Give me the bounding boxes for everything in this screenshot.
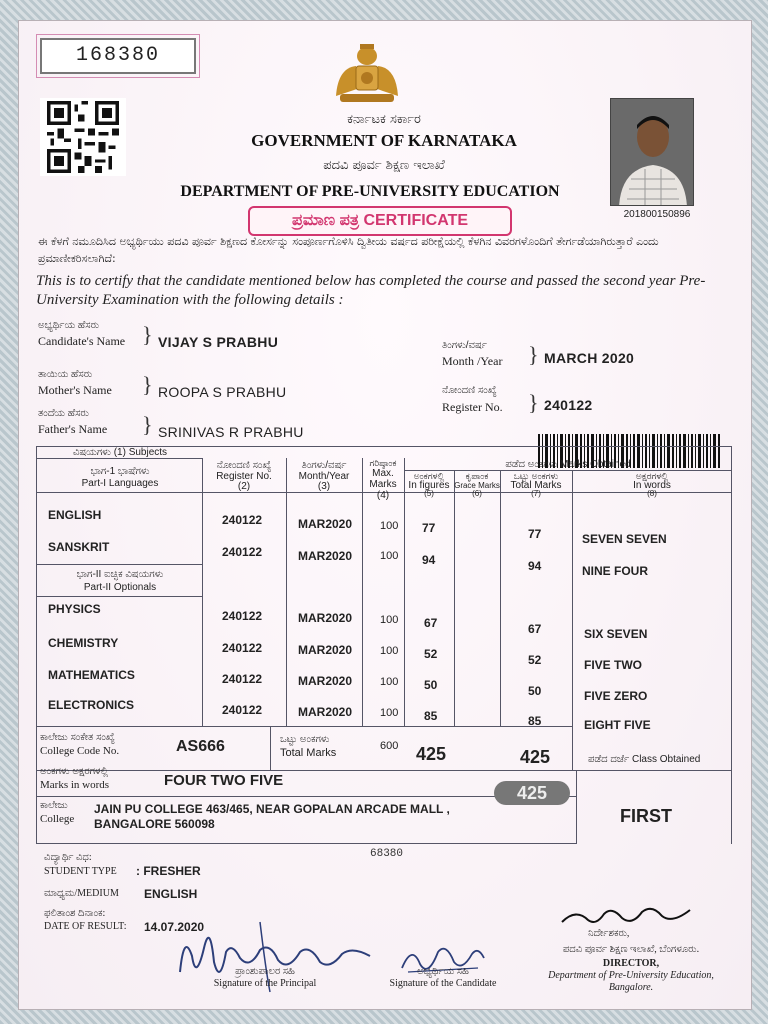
grace-header-num: (6) [472,489,482,498]
father-name: SRINIVAS R PRABHU [158,424,304,440]
student-type-label-kn: ವಿದ್ಯಾರ್ಥಿ ವಿಧ: [44,852,92,863]
director-dept-kn: ಪದವಿ ಪೂರ್ವ ಶಿಕ್ಷಣ ಇಲಾಖೆ, ಬೆಂಗಳೂರು. [562,944,700,955]
obtained-header-en: Marks Obtained [560,459,631,470]
doc-number: 68380 [370,848,404,860]
director-label-kn: ನಿರ್ದೇಶಕರು, [588,928,630,939]
intro-text-en: This is to certify that the candidate mentioned below has completed the course and passed the second year Pre-University Examination with the following details : [36,273,706,308]
dept-title-en: DEPARTMENT OF PRE-UNIVERSITY EDUCATION [180,183,560,200]
total-stamp: 425 [494,781,570,805]
max-english: 100 [380,520,399,532]
subject-physics: PHYSICS [48,602,101,616]
max-header: Max. Marks [369,468,397,490]
brace: } [528,390,539,415]
words-sanskrit: NINE FOUR [582,564,648,578]
part1-header-kn: ಭಾಗ-1 ಭಾಷೆಗಳು [90,466,150,477]
class-obtained-label [588,754,700,765]
reg-sanskrit: 240122 [222,545,263,559]
result-date: 14.07.2020 [144,920,205,934]
month-mathematics: MAR2020 [298,674,353,688]
max-header-num: (4) [376,490,390,501]
fig-mathematics: 50 [424,678,438,692]
month-header-num: (3) [317,481,331,492]
fig-header: In figures [408,480,450,491]
brace: } [142,412,153,437]
medium-label [44,888,119,899]
month-year-label: Month /Year [442,354,503,368]
total-in-words: FOUR TWO FIVE [164,772,284,789]
subject-english: ENGLISH [48,508,102,522]
obtained-header-kn: ಪಡೆದ ಅಂಕಗಳು [505,459,558,470]
words-header: In words [633,480,671,491]
father-name-label: Father's Name [38,422,108,436]
medium-label-en: /MEDIUM [74,888,119,899]
student-type-label: STUDENT TYPE [44,866,117,877]
month-year-label-kn: ತಿಂಗಳು/ವರ್ಷ [442,340,487,351]
obtained-header [404,459,732,470]
max-total: 600 [380,740,399,752]
medium: ENGLISH [144,887,198,901]
karnataka-emblem-icon [330,38,404,108]
subject-mathematics: MATHEMATICS [48,668,135,682]
fig-chemistry: 52 [424,647,438,661]
college-code: AS666 [176,738,225,755]
college-code-label: College Code No. [40,745,120,757]
max-physics: 100 [380,614,399,626]
reg-header-kn: ನೋಂದಣಿ ಸಂಖ್ಯೆ [216,460,272,471]
principal-signature-label-kn: ಪ್ರಾಂಶುಪಾಲರ ಸಹಿ [235,966,295,977]
words-header-kn: ಅಕ್ಷರಗಳಲ್ಲಿ [635,471,669,481]
brace: } [142,322,153,347]
candidate-photo [610,98,694,206]
month-sanskrit: MAR2020 [298,549,353,563]
part1-header: Part-I Languages [81,478,159,489]
words-chemistry: FIVE TWO [584,658,642,672]
total-english: 77 [528,527,542,541]
register-label: Register No. [442,400,503,414]
candidate-name-label-kn: ಅಭ್ಯರ್ಥಿಯ ಹೆಸರು [38,320,100,331]
college-address-line1: JAIN PU COLLEGE 463/465, NEAR GOPALAN ARCADE MALL , [94,802,450,816]
brace: } [142,372,153,397]
reg-electronics: 240122 [222,703,263,717]
words-mathematics: FIVE ZERO [584,689,648,703]
max-mathematics: 100 [380,676,399,688]
college-label-kn: ಕಾಲೇಜು [40,800,68,811]
fig-header-kn: ಅಂಕಗಳಲ್ಲಿ [413,471,445,481]
total-chemistry: 52 [528,653,542,667]
subject-electronics: ELECTRONICS [48,698,135,712]
subject-chemistry: CHEMISTRY [48,636,119,650]
cert-title-en: CERTIFICATE [363,212,469,229]
subject-sanskrit: SANSKRIT [48,540,110,554]
total-header-num: (7) [531,489,541,498]
class-obtained: FIRST [620,806,672,826]
max-electronics: 100 [380,707,399,719]
fig-total: 425 [416,744,447,764]
reg-header: Register No. [216,471,272,482]
result-date-label-kn: ಫಲಿತಾಂಶ ದಿನಾಂಕ: [44,908,106,919]
father-name-label-kn: ತಂದೆಯ ಹೆಸರು [38,408,89,419]
certificate-title [248,206,512,236]
month-header: Month/Year [298,471,350,482]
month-chemistry: MAR2020 [298,643,353,657]
photo-id: 201800150896 [623,209,691,220]
words-english: SEVEN SEVEN [582,532,667,546]
month-header-kn: ತಿಂಗಳು/ವರ್ಷ [301,460,347,471]
total-header: Total Marks [510,480,562,491]
fig-electronics: 85 [424,709,438,723]
fig-header-num: (5) [424,489,434,498]
grace-header: Grace Marks [454,481,500,490]
director-dept: Department of Pre-University Education, [548,970,714,981]
total-marks-label: Total Marks [280,747,337,759]
reg-header-num: (2) [237,481,251,492]
max-sanskrit: 100 [380,550,399,562]
reg-chemistry: 240122 [222,641,263,655]
subjects-header: ವಿಷಯಗಳು (1) Subjects [72,447,168,458]
month-english: MAR2020 [298,517,353,531]
month-electronics: MAR2020 [298,705,353,719]
register-label-kn: ನೋಂದಣಿ ಸಂಖ್ಯೆ [442,385,497,396]
mother-name-label: Mother's Name [38,383,112,397]
brace: } [528,342,539,367]
total-marks-label-kn: ಒಟ್ಟು ಅಂಕಗಳು [280,734,330,745]
student-type: : FRESHER [136,864,201,878]
director-city: Bangalore. [608,982,654,993]
gov-title-en: GOVERNMENT OF KARNATAKA [251,131,517,150]
class-label-kn: ಪಡೆದ ದರ್ಜೆ [588,754,630,765]
words-electronics: EIGHT FIVE [584,718,651,732]
words-header-num: (8) [647,489,657,498]
marks-table [36,446,732,846]
mother-name-label-kn: ತಾಯಿಯ ಹೆಸರು [38,369,93,380]
total-mathematics: 50 [528,684,542,698]
part2-header: Part-II Optionals [83,582,157,593]
fig-english: 77 [422,521,436,535]
part2-header-kn: ಭಾಗ-II ಐಚ್ಛಿಕ ವಿಷಯಗಳು [76,569,164,580]
director-title: DIRECTOR, [602,958,660,969]
total-sanskrit: 94 [528,559,542,573]
marks-words-label-kn: ಅಂಕಗಳು ಅಕ್ಷರಗಳಲ್ಲಿ [40,766,109,777]
cert-title-kn: ಪ್ರಮಾಣ ಪತ್ರ [291,212,359,229]
total-physics: 67 [528,622,542,636]
college-address-line2: BANGALORE 560098 [94,817,215,831]
gov-title-kn: ಕರ್ನಾಟಕ ಸರ್ಕಾರ [347,112,421,127]
max-header-kn: ಗರಿಷ್ಠಾಂಕ [369,458,397,468]
serial-number: 168380 [40,38,196,74]
max-chemistry: 100 [380,645,399,657]
dept-title-kn: ಪದವಿ ಪೂರ್ವ ಶಿಕ್ಷಣ ಇಲಾಖೆ [323,158,445,173]
grace-header-kn: ಕೃಪಾಂಕ [465,471,489,481]
month-physics: MAR2020 [298,611,353,625]
candidate-name: VIJAY S PRABHU [158,334,279,350]
register-number: 240122 [544,397,593,413]
medium-label-kn: ಮಾಧ್ಯಮ [44,888,75,899]
fig-sanskrit: 94 [422,553,436,567]
class-label-en: Class Obtained [631,754,701,765]
marks-words-label: Marks in words [40,779,110,791]
result-date-label: DATE OF RESULT: [44,921,127,932]
candidate-name-label: Candidate's Name [38,334,126,348]
principal-signature-label: Signature of the Principal [213,978,317,989]
intro-text-kn: ಈ ಕೆಳಗೆ ನಮೂದಿಸಿದ ಅಭ್ಯರ್ಥಿಯು ಪದವಿ ಪೂರ್ವ ಶಿಕ್ಷಣದ ಕೋರ್ಸನ್ನು ಸಂಪೂರ್ಣಗೊಳಿಸಿ ದ್ವಿತೀಯ ವರ್ಷದ ಪರೀಕ್ಷೆಯಲ್ಲಿ ಕೆಳಗಿನ ವಿವರಗಳೊಂದಿಗೆ ತೇರ್ಗಡೆಯಾಗಿರುತ್ತಾರೆ ಎಂದು ಪ್ರಮಾಣೀಕರಿಸಲಾಗಿದೆ: [38,235,659,265]
candidate-signature-label-kn: ಅಭ್ಯರ್ಥಿಯ ಸಹಿ [417,966,469,977]
college-code-label-kn: ಕಾಲೇಜು ಸಂಕೇತ ಸಂಖ್ಯೆ [40,732,115,743]
fig-physics: 67 [424,616,438,630]
reg-mathematics: 240122 [222,672,263,686]
total-electronics: 85 [528,714,542,728]
reg-english: 240122 [222,513,263,527]
total-header-kn: ಒಟ್ಟು ಅಂಕಗಳು [513,471,559,481]
reg-physics: 240122 [222,609,263,623]
candidate-signature-label: Signature of the Candidate [389,978,497,989]
month-year: MARCH 2020 [544,350,635,366]
college-label: College [40,813,75,825]
words-physics: SIX SEVEN [584,627,648,641]
mother-name: ROOPA S PRABHU [158,384,287,400]
grand-total: 425 [520,747,551,767]
